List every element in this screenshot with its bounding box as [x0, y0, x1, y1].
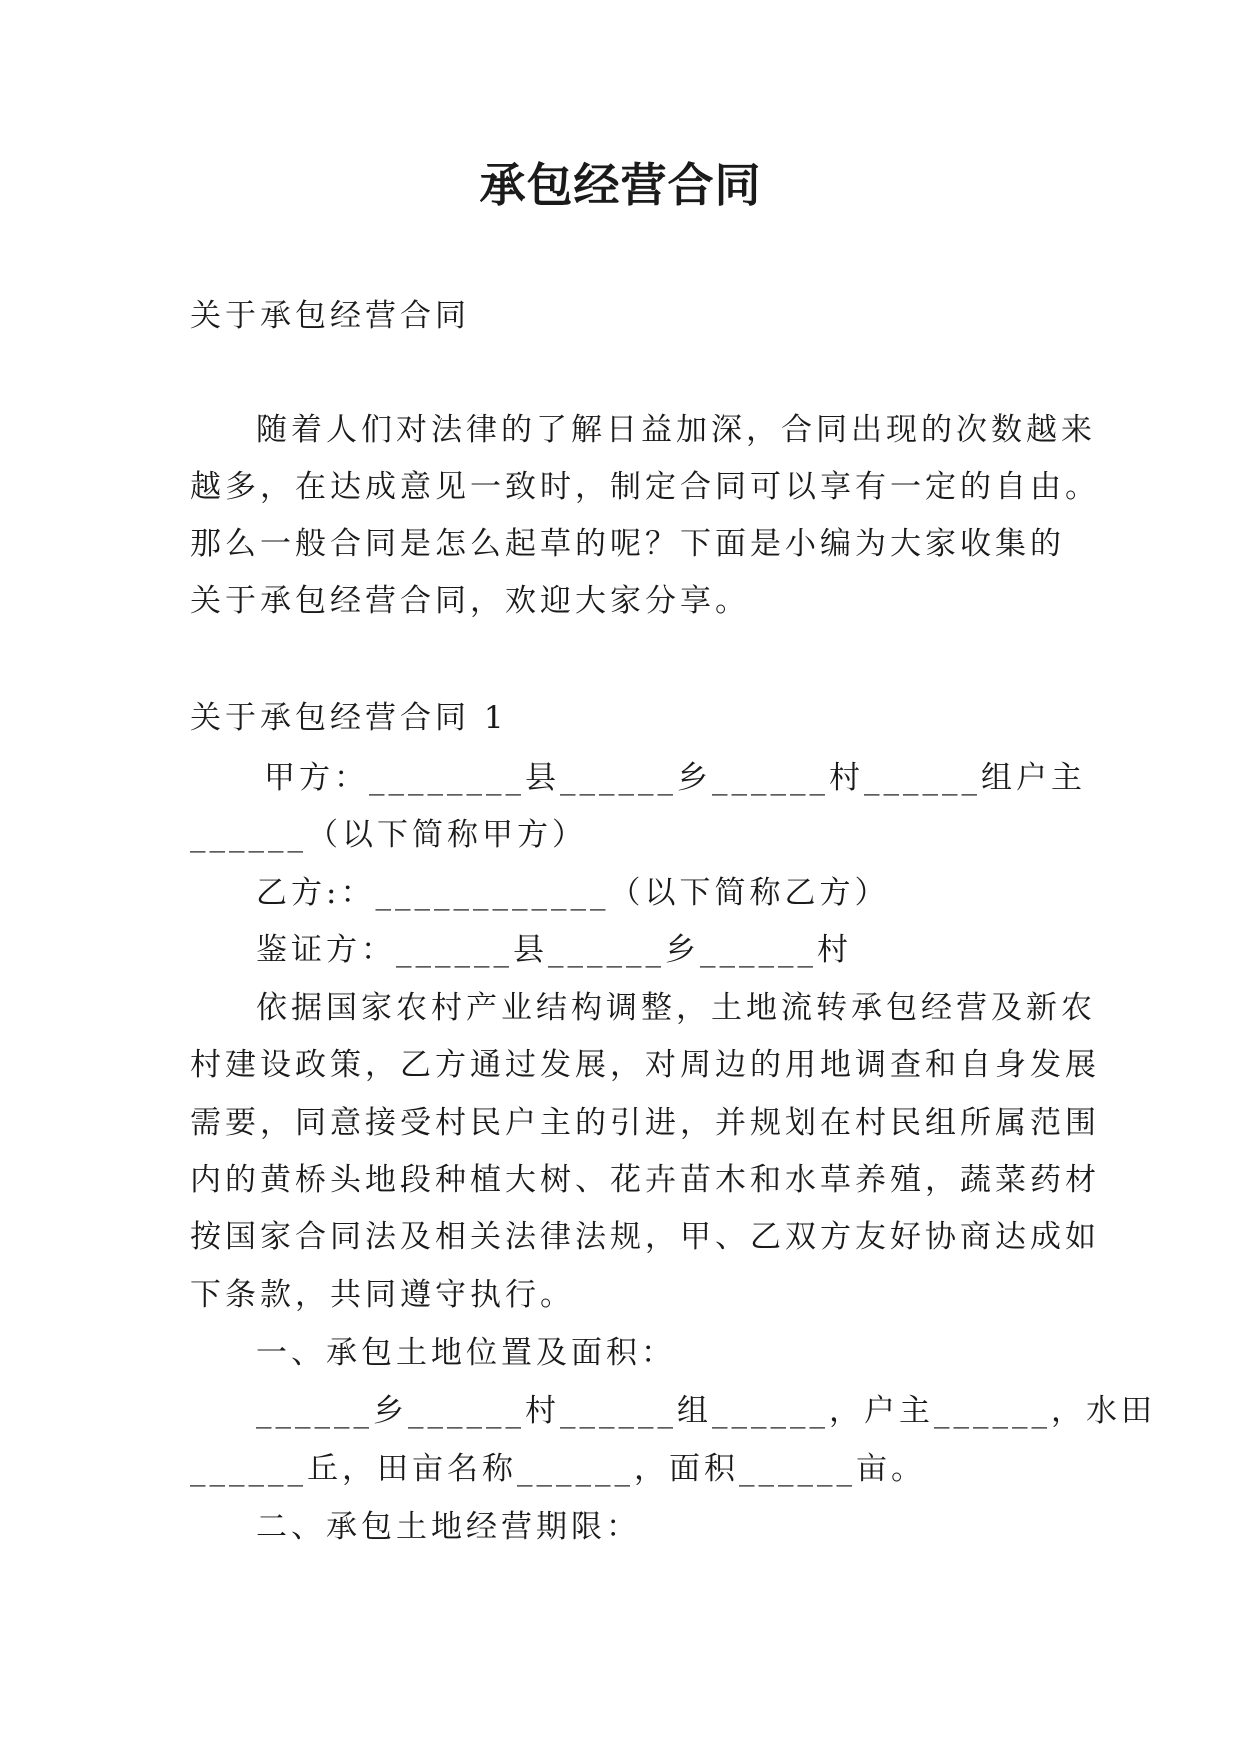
- party-a-line: ______（以下简称甲方）: [190, 817, 587, 853]
- intro-line: 随着人们对法律的了解日益加深，合同出现的次数越来: [256, 412, 1096, 448]
- basis-line: 内的黄桥头地段种植大树、花卉苗木和水草养殖，蔬菜药材: [190, 1162, 1100, 1198]
- document-subtitle: 关于承包经营合同: [190, 298, 470, 334]
- basis-line: 依据国家农村产业结构调整，土地流转承包经营及新农: [256, 990, 1096, 1026]
- basis-line: 按国家合同法及相关法律法规，甲、乙双方友好协商达成如: [190, 1219, 1100, 1255]
- document-title: 承包经营合同: [479, 158, 762, 212]
- party-b-line: 乙方:：____________（以下简称乙方）: [256, 875, 890, 911]
- clause-1-line: ______乡______村______组______，户主______，水田: [256, 1393, 1156, 1429]
- party-a-line: 甲方：________县______乡______村______组户主: [264, 760, 1086, 796]
- basis-line: 村建设政策，乙方通过发展，对周边的用地调查和自身发展: [190, 1047, 1100, 1083]
- intro-line: 越多，在达成意见一致时，制定合同可以享有一定的自由。: [190, 469, 1100, 505]
- clause-1-line: ______丘，田亩名称______，面积______亩。: [190, 1451, 926, 1487]
- clause-1-heading: 一、承包土地位置及面积：: [256, 1335, 676, 1371]
- witness-line: 鉴证方：______县______乡______村: [256, 932, 852, 968]
- intro-line: 那么一般合同是怎么起草的呢？下面是小编为大家收集的: [190, 526, 1065, 562]
- basis-line: 下条款，共同遵守执行。: [190, 1277, 575, 1313]
- clause-2-heading: 二、承包土地经营期限：: [256, 1509, 641, 1545]
- basis-line: 需要，同意接受村民户主的引进，并规划在村民组所属范围: [190, 1105, 1100, 1141]
- section-heading: 关于承包经营合同 1: [190, 700, 508, 736]
- intro-line: 关于承包经营合同，欢迎大家分享。: [190, 583, 750, 619]
